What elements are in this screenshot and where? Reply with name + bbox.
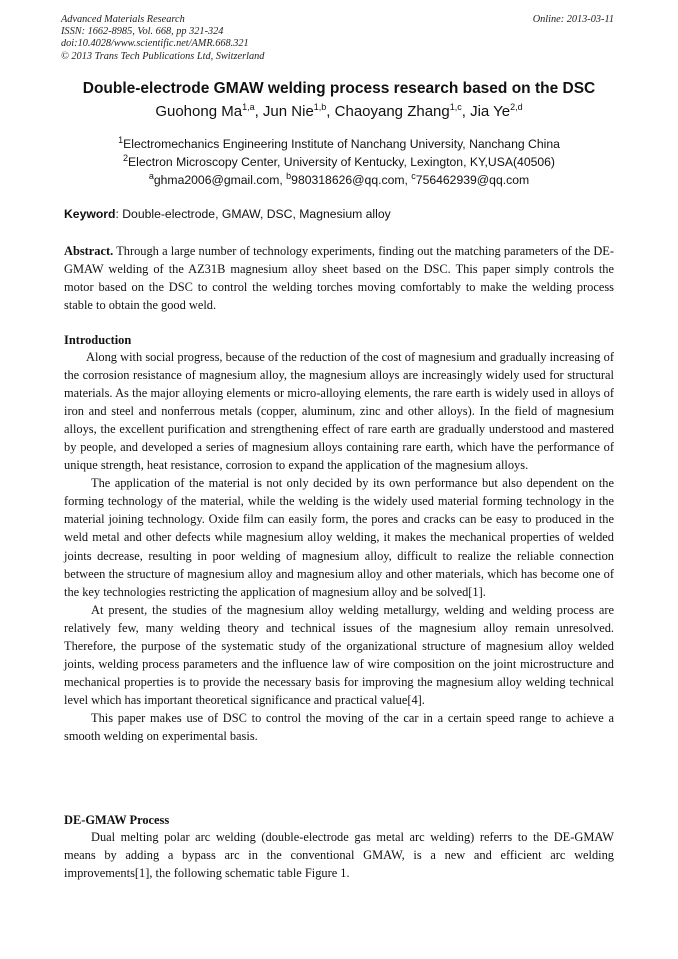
affiliation-1 bbox=[0, 134, 678, 151]
keywords bbox=[64, 207, 391, 221]
degmaw-heading: DE-GMAW Process bbox=[64, 813, 170, 827]
email-text: 980318626@qq.com, bbox=[291, 173, 412, 187]
email-mark: b bbox=[286, 170, 292, 181]
author-affil-mark: 1,b bbox=[313, 102, 327, 112]
author-name: Jia Ye bbox=[470, 103, 511, 120]
email-text: ghma2006@gmail.com, bbox=[153, 173, 287, 187]
author-separator: , bbox=[254, 103, 263, 120]
email-mark: c bbox=[411, 170, 416, 181]
email-line bbox=[0, 170, 678, 187]
journal-issn: ISSN: 1662-8985, Vol. 668, pp 321-324 bbox=[61, 26, 224, 38]
degmaw-body bbox=[64, 828, 614, 882]
journal-doi: doi:10.4028/www.scientific.net/AMR.668.321 bbox=[61, 38, 249, 50]
affiliation-text: Electromechanics Engineering Institute of Nanchang University, Nanchang China bbox=[123, 137, 560, 151]
author-separator: , bbox=[326, 103, 335, 120]
introduction-paragraph: This paper makes use of DSC to control the moving of the car in a certain speed range to achieve a smooth welding on experimental basis. bbox=[64, 710, 614, 743]
introduction-heading: Introduction bbox=[64, 333, 132, 347]
keywords-label: Keyword bbox=[64, 207, 116, 221]
introduction-paragraph: Along with social progress, because of the reduction of the cost of magnesium and gradually increasing of the corrosion resistance of magnesium alloy, the magnesium alloys are increasingly widely used for structural materials. As the major alloying elements or micro-alloying elements, the rare earth is widely used in alloys of iron and steel and nonferrous metals (copper, aluminum, zinc and other alloys). In the field of magnesium alloys, the excellent purification and strengthening effect of rare earth are gradually understood and mastered by people, and developed a series of magnesium alloys containing rare earth, which have the performance of unique strength, heat resistance, corrosion to expand the application of the magnesium alloys. bbox=[64, 350, 614, 473]
degmaw-paragraph: Dual melting polar arc welding (double-electrode gas metal arc welding) referrs to the DE-GMAW means by adding a bypass arc in the conventional GMAW, is a new and efficient arc welding improvements[1], the following schematic table Figure 1. bbox=[64, 830, 614, 881]
journal-copyright: © 2013 Trans Tech Publications Ltd, Switzerland bbox=[61, 50, 265, 62]
author-list bbox=[0, 103, 678, 120]
abstract-label: Abstract. bbox=[64, 244, 114, 258]
online-date: Online: 2013-03-11 bbox=[532, 14, 614, 25]
affiliation-2 bbox=[0, 152, 678, 169]
author-separator: , bbox=[461, 103, 471, 120]
journal-header bbox=[61, 14, 264, 63]
author-name: Jun Nie bbox=[262, 103, 314, 120]
affiliation-mark: 1 bbox=[118, 134, 124, 145]
affiliation-mark: 2 bbox=[122, 152, 128, 163]
introduction-paragraph: The application of the material is not only decided by its own performance but also dependent on the forming technology of the material, while the welding is the widely used material forming technology in the material joining technology. Oxide film can easily form, the pores and cracks can be easy to produced in the weld metal and other defects while magnesium alloy welding, it makes the mechanical properties of welded joints decrease, resulting in poor welding of magnesium alloy, difficult to realize the reliable connection between the structure of magnesium alloy and magnesium alloy and other materials, which has become one of the key technologies restricting the application of magnesium alloy and be solved[1]. bbox=[64, 476, 614, 599]
email-mark: a bbox=[148, 170, 154, 181]
author-name: Guohong Ma bbox=[155, 103, 243, 120]
author-affil-mark: 1,a bbox=[242, 102, 255, 112]
author-name: Chaoyang Zhang bbox=[334, 103, 450, 120]
introduction-paragraph: At present, the studies of the magnesium alloy welding metallurgy, welding and welding process are relatively few, many welding theory and technical issues of the magnesium alloy remain unresolved. Therefore, the purpose of the systematic study of the organizational structure of magnesium alloy welded joints, welding process parameters and the influence law of wire composition on the joint microstructure and mechanical properties is to provide the necessary basis for improving the magnesium alloy welding technical level which has important theoretical significance and practical value[4]. bbox=[64, 602, 614, 707]
journal-name: Advanced Materials Research bbox=[61, 14, 185, 25]
author-affil-mark: 2,d bbox=[510, 102, 523, 112]
abstract-text: Through a large number of technology experiments, finding out the matching parameters of the DE-GMAW welding of the AZ31B magnesium alloy sheet based on the DSC. This paper simply controls the motor based on the DSC to control the welding torches moving comfortably to make the welding process stable to obtain the good weld. bbox=[64, 244, 614, 313]
introduction-body bbox=[64, 348, 614, 745]
abstract bbox=[64, 242, 614, 314]
affiliation-text: Electron Microscopy Center, University of Kentucky, Lexington, KY,USA(40506) bbox=[128, 155, 555, 169]
paper-title: Double-electrode GMAW welding process research based on the DSC bbox=[82, 80, 596, 97]
keywords-text: : Double-electrode, GMAW, DSC, Magnesium alloy bbox=[115, 207, 391, 221]
email-text: 756462939@qq.com bbox=[415, 173, 530, 187]
author-affil-mark: 1,c bbox=[449, 102, 462, 112]
